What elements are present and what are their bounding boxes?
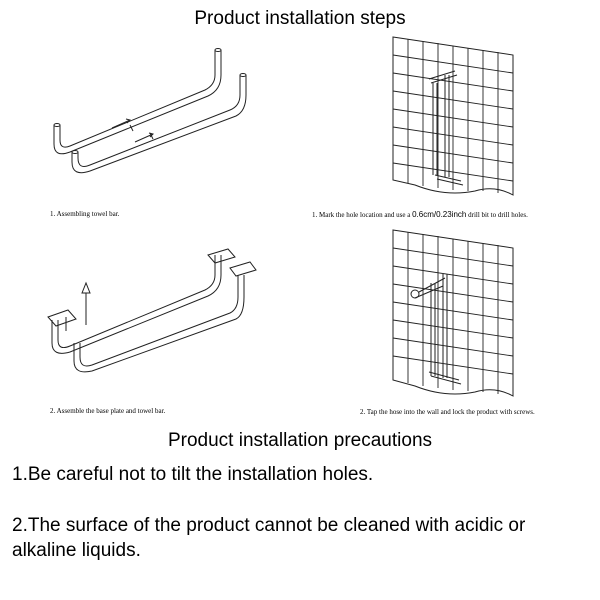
steps-title: Product installation steps [194, 8, 406, 29]
step1-left-caption: 1. Assembling towel bar. [50, 210, 120, 218]
towel-bar-assembly-illustration [40, 40, 270, 190]
step2-right-caption: 2. Tap the hose into the wall and lock the product with screws. [360, 408, 535, 416]
base-plate-assembly-illustration [40, 235, 270, 385]
step1-right-caption: 1. Mark the hole location and use a 0.6cm/0.23inch drill bit to drill holes. [312, 210, 528, 219]
wall-marking-illustration [385, 35, 525, 200]
step2-left-caption: 2. Assemble the base plate and towel bar. [50, 407, 166, 415]
precautions-title: Product installation precautions [167, 430, 433, 451]
precaution-item: 2.The surface of the product cannot be cleaned with acidic or alkaline liquids. [12, 515, 526, 561]
wall-installed-illustration [385, 228, 525, 400]
precaution-item: 1.Be careful not to tilt the installation holes. [12, 464, 374, 485]
